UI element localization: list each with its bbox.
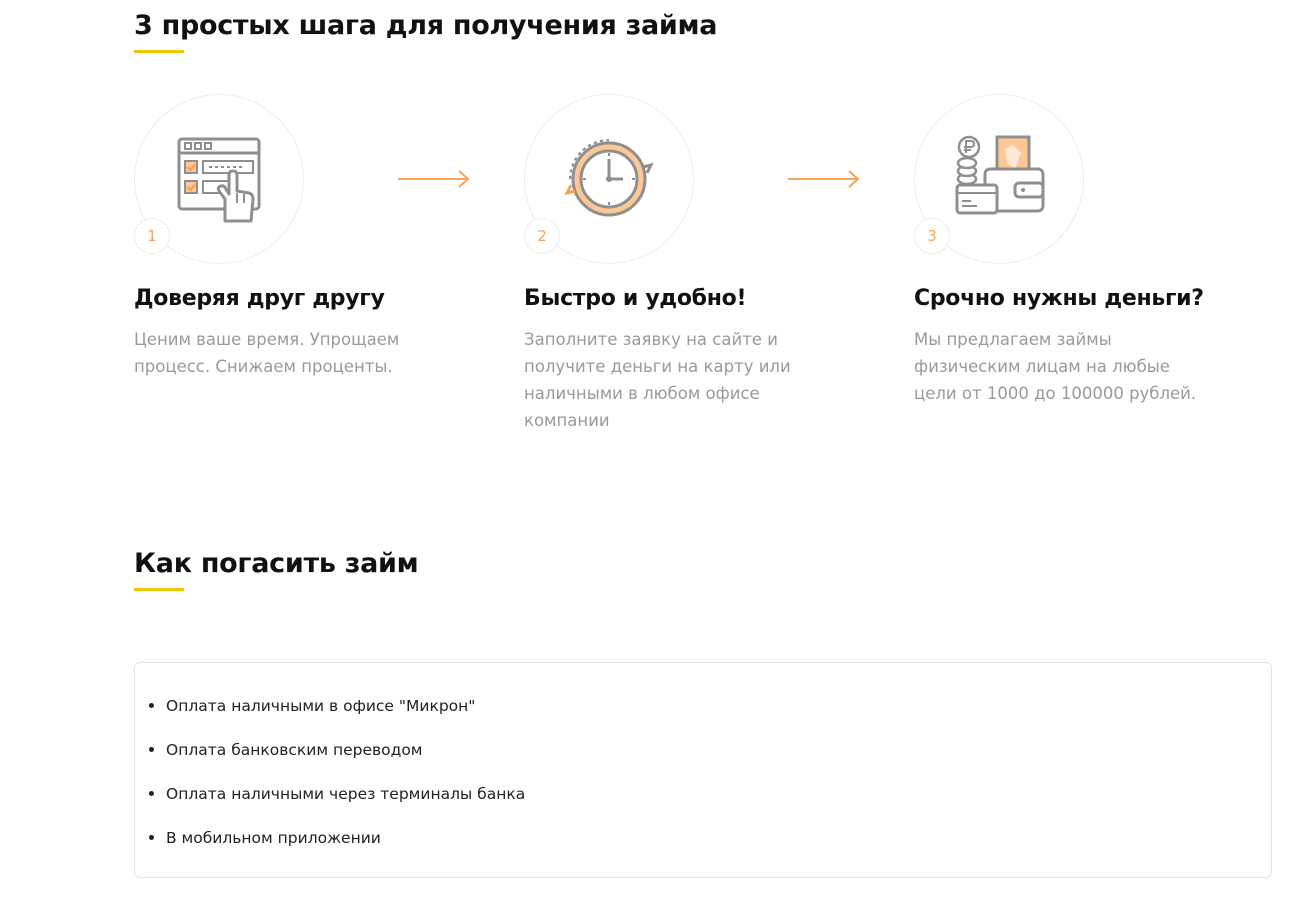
list-item-label: Оплата наличными в офисе "Микрон" xyxy=(166,697,476,715)
step-2-number: 2 xyxy=(524,218,560,254)
repay-section-title: Как погасить займ xyxy=(134,548,419,579)
arrow-right-icon xyxy=(397,168,471,190)
steps-title-underline xyxy=(134,50,184,53)
list-item-label: Оплата наличными через терминалы банка xyxy=(166,785,526,803)
bullet-icon xyxy=(149,835,154,840)
bullet-icon xyxy=(149,791,154,796)
list-item xyxy=(149,825,525,869)
step-1-text: Ценим ваше время. Упрощаем процесс. Снижаем проценты. xyxy=(134,330,400,376)
wallet-money-icon xyxy=(949,129,1049,229)
step-3-text: Мы предлагаем займы физическим лицам на любые цели от 1000 до 100000 рублей. xyxy=(914,330,1197,403)
list-item xyxy=(149,737,525,781)
arrow-right-icon xyxy=(787,168,861,190)
bullet-icon xyxy=(149,703,154,708)
step-3-number: 3 xyxy=(914,218,950,254)
repay-title-underline xyxy=(134,588,184,591)
step-3-title: Срочно нужны деньги? xyxy=(914,286,1204,311)
list-item-label: В мобильном приложении xyxy=(166,829,381,847)
list-item xyxy=(149,693,525,737)
step-1-title: Доверяя друг другу xyxy=(134,286,385,311)
steps-section-title: 3 простых шага для получения займа xyxy=(134,10,718,41)
repay-methods-list xyxy=(149,693,525,869)
step-2-text: Заполните заявку на сайте и получите деньги на карту или наличными в любом офисе компании xyxy=(524,330,791,430)
list-item xyxy=(149,781,525,825)
step-2-title: Быстро и удобно! xyxy=(524,286,747,311)
clock-icon xyxy=(559,129,659,229)
step-1-number: 1 xyxy=(134,218,170,254)
bullet-icon xyxy=(149,747,154,752)
list-item-label: Оплата банковским переводом xyxy=(166,741,423,759)
repay-methods-box xyxy=(134,662,1272,878)
form-checklist-icon xyxy=(169,129,269,229)
